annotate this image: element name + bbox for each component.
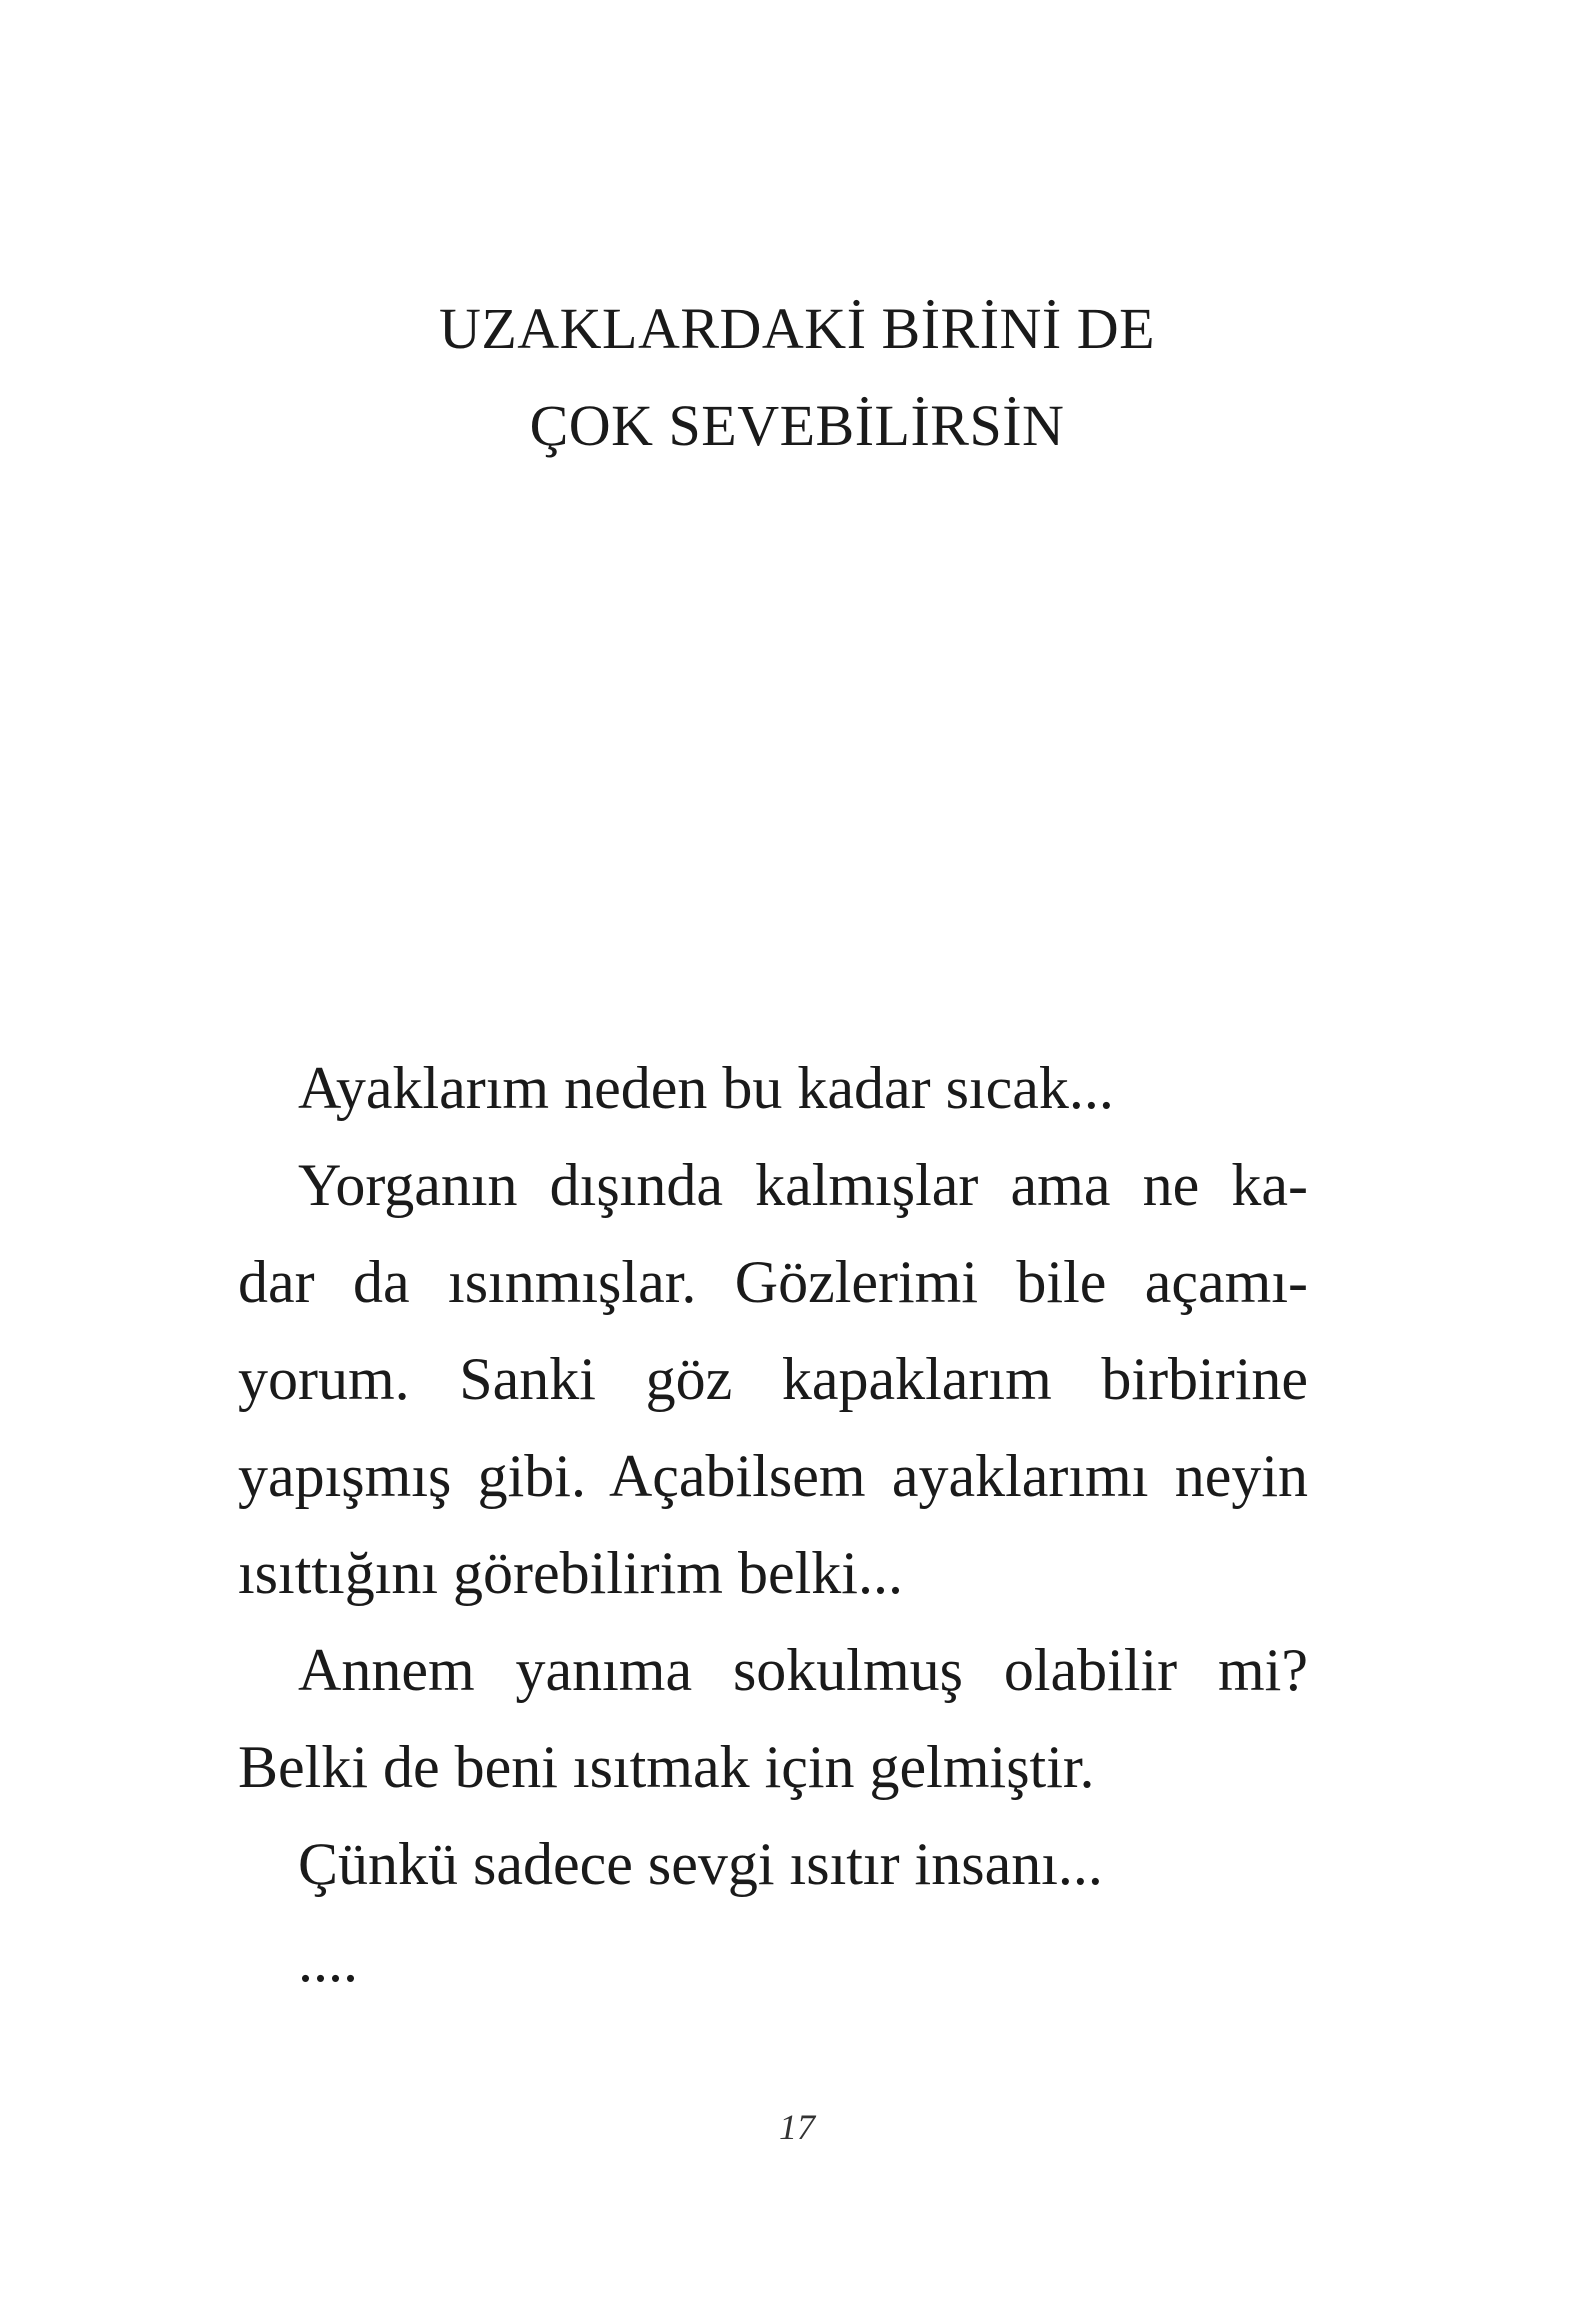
- chapter-title: [0, 280, 1594, 474]
- page-number: 17: [779, 2107, 815, 2147]
- body-line-9: Çünkü sadece sevgi ısıtır insanı...: [298, 1831, 1103, 1897]
- body-line-5: yapışmış gibi. Açabilsem ayaklarımı neyin: [238, 1443, 1308, 1509]
- chapter-title-line-2: ÇOK SEVEBİLİRSİN: [529, 393, 1065, 458]
- body-line-2: Yorganın dışında kalmışlar ama ne ka-: [298, 1152, 1308, 1218]
- chapter-title-line-1: UZAKLARDAKİ BİRİNİ DE: [438, 296, 1156, 361]
- body-line-3: dar da ısınmışlar. Gözlerimi bile açamı-: [238, 1249, 1308, 1315]
- body-line-4: yorum. Sanki göz kapaklarım birbirine: [238, 1346, 1308, 1412]
- body-line-7: Annem yanıma sokulmuş olabilir mi?: [298, 1637, 1308, 1703]
- body-line-1: Ayaklarım neden bu kadar sıcak...: [298, 1055, 1114, 1121]
- body-line-10: ....: [298, 1928, 358, 1994]
- body-text: [238, 1040, 1308, 2010]
- body-line-8: Belki de beni ısıtmak için gelmiştir.: [238, 1734, 1095, 1800]
- body-line-6: ısıttığını görebilirim belki...: [238, 1540, 903, 1606]
